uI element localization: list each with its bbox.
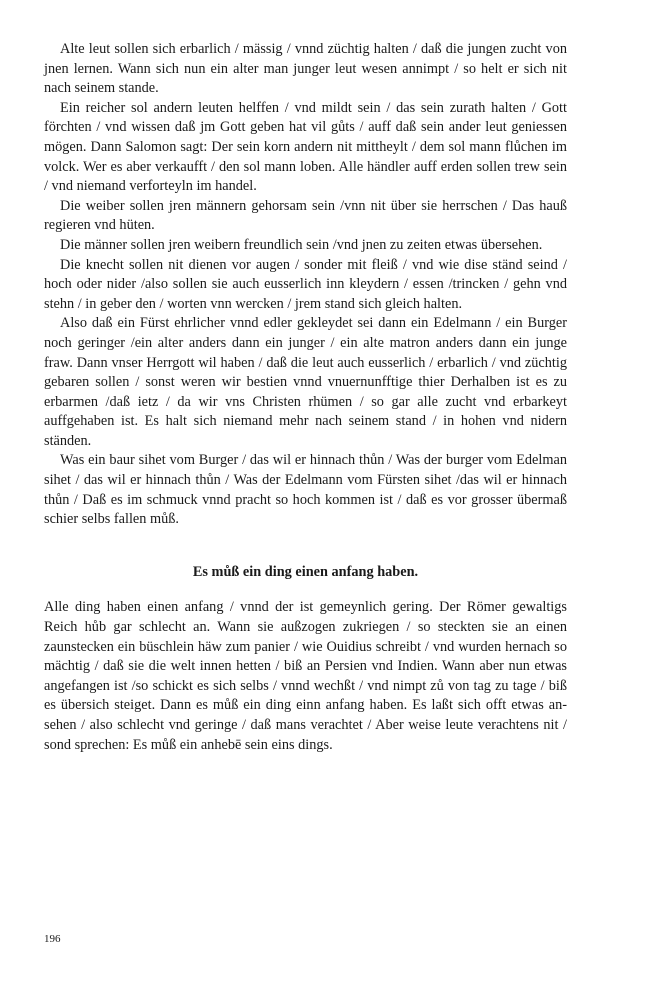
paragraph-imitation: Was ein baur sihet vom Burger / das wil er hinnach thůn / Was der burger vom Edelman sihet / das wil er hinnach thůn / Was der Edelmann vom Fürsten sihet /das wil er hinnach thůn / Daß es im schmuck vnnd pracht so hoch kommen ist / daß es vor grosser übermaß schier selbs fallen můß. <box>44 452 567 528</box>
paragraph-servants: Die knecht sollen nit dienen vor augen / sonder mit fleiß / vnd wie dise ständ seind / hoch oder nider /also sollen sie auch eusserlich inn kleydern / essen /trincken / gehn vnd stehn / in geber den / worten vnn wercken / jrem stand sich gleich halten. <box>44 256 567 312</box>
section-heading: Es můß ein ding einen anfang haben. <box>192 563 419 580</box>
paragraph-estates-dress: Also daß ein Fürst ehrlicher vnnd edler gekleydet sei dann ein Edelmann / ein Burger noch geringer /ein alter anders dann ein junger / ein alte matron anders dann ein junge fraw. Dann vnser Herrgott wil haben / daß die leut auch eusserlich / erbarlich / vnd züchtig gebaren sollen / sonst weren wir bestien vnnd vnuernunfftige thier Derhalben ist es zu erbarmen /daß ietz / da wir vns Christen rhümen / so gar alle zucht vnd erbarkeyt auffgehaben ist. Es halt sich niemand mehr nach seinem stand / in hohen vnd nidern ständen. <box>44 315 567 449</box>
section-beginning <box>44 598 567 755</box>
section-conduct <box>44 40 567 530</box>
paragraph-old-people: Alte leut sollen sich erbarlich / mässig / vnnd züchtig halten / daß die jungen zucht von jnen lernen. Wann sich nun ein alter man junger leut wesen annimpt / so helt er sich nit nach seinem stande. <box>44 41 567 97</box>
paragraph-wives: Die weiber sollen jren männern gehorsam sein /vnn nit über sie herrschen / Das hauß regieren vnd hüten. <box>44 197 567 234</box>
paragraph-rich-man: Ein reicher sol andern leuten helffen / vnd mildt sein / das sein zurath halten / Gott förchten / vnd wissen daß jm Gott geben hat vil gůts / auff daß sein ander leut geniessen mögen. Dann Salomon sagt: Der sein korn andern nit mittheylt / dem sol mann flůchen im volck. Wer es aber verkaufft / den sol mann loben. Alle händler auff erden sollen trew sein / vnd niemand verforteyln im handel. <box>44 99 567 195</box>
paragraph-beginning: Alle ding haben einen anfang / vnnd der ist gemeynlich gering. Der Römer gewaltigs Reich hůb gar schlecht an. Wann sie außzogen zukriegen / so steckten sie an einen zaunstecken ein büschlein häw zum panier / wie Ouidius schreibt / vnd wurden hernach so mächtig / daß sie die welt innen hetten / biß an Persien vnd Indien. Wann aber nun etwas angefangen ist /so schickt es sich selbs / vnnd wechßt / vnd nimpt zů von tag zu tage / biß es übersich steiget. Dann es můß ein ding einn anfang haben. Es laßt sich offt etwas ansehen / also schlecht vnd geringe / daß mans verachtet / Aber weise leute verachtens nit / sond sprechen: Es můß ein anhebē sein eins dings. <box>44 599 567 753</box>
page-body <box>44 40 567 755</box>
page-number: 196 <box>44 933 61 945</box>
paragraph-husbands: Die männer sollen jren weibern freundlich sein /vnd jnen zu zeiten etwas übersehen. <box>60 236 543 253</box>
